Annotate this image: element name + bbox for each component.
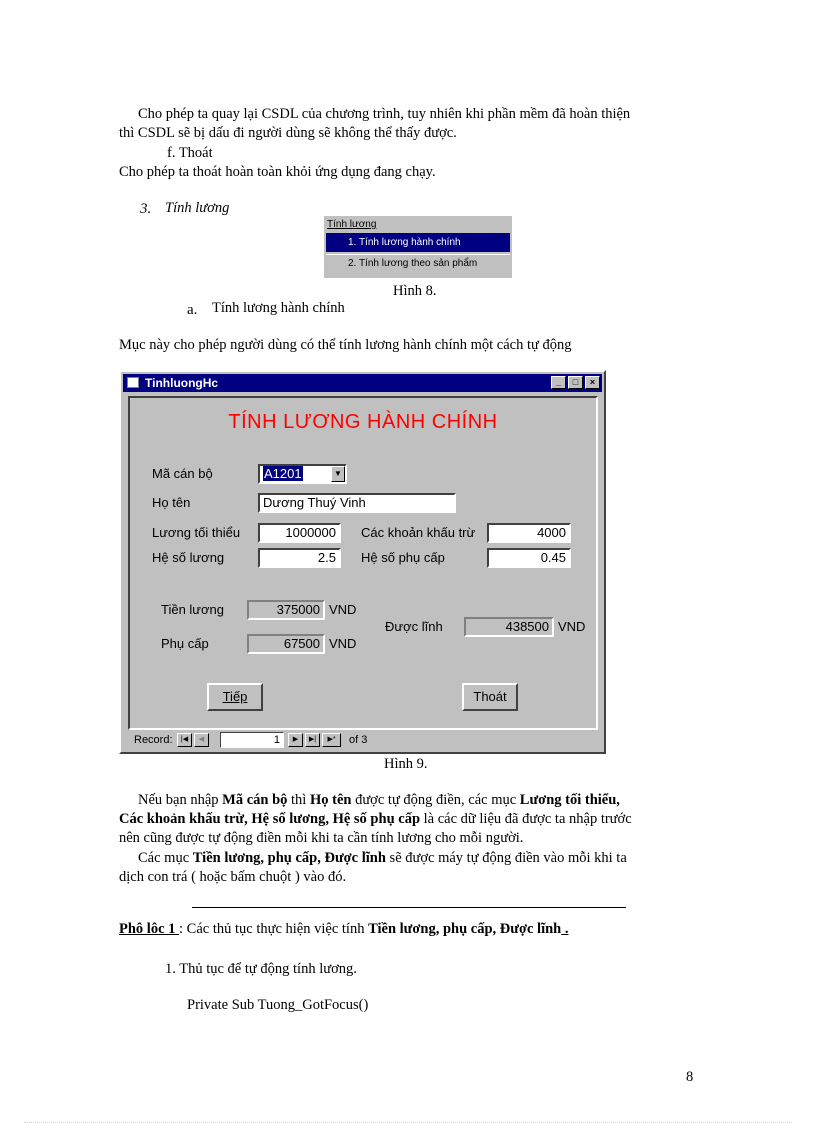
section-number: 3. [140, 201, 152, 217]
text-run-bold: Mã cán bộ [222, 792, 288, 808]
menu-item-hanh-chinh[interactable]: 1. Tính lương hành chính [326, 233, 510, 252]
close-icon[interactable]: × [585, 376, 600, 389]
text-run: là các dữ liệu đã được ta nhập trước [420, 811, 632, 827]
he-so-phu-cap-label: Hệ số phụ cấp [361, 550, 445, 565]
last-record-icon[interactable]: ▶| [305, 733, 320, 747]
duoc-linh-field[interactable]: 438500 [464, 617, 554, 637]
text-run-bold: . [561, 921, 569, 937]
text-run-bold: , [616, 792, 620, 808]
subheading-f: f. Thoát [167, 145, 213, 161]
text-run-bold: Họ tên [309, 792, 352, 808]
he-so-phu-cap-field[interactable]: 0.45 [487, 548, 571, 568]
text-run-bold: Các khoản khấu trừ [119, 811, 245, 827]
tien-luong-label: Tiền lương [161, 602, 224, 617]
ma-can-bo-combo[interactable] [258, 464, 347, 484]
record-navigator [128, 732, 598, 748]
tien-luong-unit: VND [329, 602, 357, 617]
record-label: Record: [134, 734, 173, 746]
subsection-letter: a. [187, 302, 198, 318]
figure-caption: Hình 8. [393, 283, 437, 299]
form-body [128, 396, 598, 730]
paragraph-line: Mục này cho phép người dùng có thể tính lương hành chính một cách tự động [119, 337, 572, 353]
menu-item-san-pham[interactable]: 2. Tính lương theo sản phẩm [326, 254, 510, 273]
record-number-input[interactable]: 1 [220, 732, 284, 748]
text-run: Nếu bạn nhập [138, 792, 223, 808]
first-record-icon[interactable]: |◀ [177, 733, 192, 747]
text-run-bold: , [244, 811, 252, 827]
paragraph-line: dịch con trá ( hoặc bấm chuột ) vào đó. [119, 869, 347, 885]
tiep-button[interactable] [207, 683, 263, 711]
text-run: được tự động điền, các mục [351, 792, 520, 808]
appendix-heading [119, 921, 568, 938]
ma-can-bo-label: Mã cán bộ [152, 466, 213, 481]
window-title: TinhluongHc [145, 376, 219, 390]
maximize-icon[interactable]: □ [568, 376, 583, 389]
next-record-icon[interactable]: ▶ [288, 733, 303, 747]
paragraph-line [138, 792, 620, 809]
thoat-button-label: Thoát [473, 689, 507, 704]
appendix-label: Phô lôc 1 [119, 921, 180, 937]
paragraph-line: Cho phép ta quay lại CSDL của chương trình, tuy nhiên khi phần mềm đã hoàn thiện [138, 106, 631, 122]
subsection-title: Tính lương hành chính [212, 300, 345, 316]
menu-bar-tinh-luong[interactable]: Tính lương [327, 219, 377, 230]
luong-toi-thieu-field[interactable]: 1000000 [258, 523, 341, 543]
text-run-bold: Tiền lương, phụ cấp, Được lĩnh [368, 921, 562, 937]
form-heading: TÍNH LƯƠNG HÀNH CHÍNH [228, 411, 498, 433]
section-title: Tính lương [165, 200, 230, 216]
phu-cap-label: Phụ cấp [161, 636, 209, 651]
text-run: thì [287, 792, 310, 808]
menu-figure [324, 216, 512, 278]
phu-cap-unit: VND [329, 636, 357, 651]
duoc-linh-label: Được lĩnh [385, 619, 443, 634]
paragraph-line [138, 850, 627, 867]
text-run: sẽ được máy tự động điền vào mỗi khi ta [385, 850, 627, 866]
text-run: Các mục [138, 850, 193, 866]
luong-toi-thieu-label: Lương tối thiểu [152, 525, 241, 540]
title-bar [123, 374, 602, 392]
chevron-down-icon[interactable]: ▼ [331, 466, 345, 482]
form-icon [127, 377, 139, 388]
paragraph-line: nên cũng được tự động điền mỗi khi ta cần tính lương cho mỗi người. [119, 830, 524, 846]
text-run-bold: , [325, 811, 333, 827]
record-count: of 3 [349, 734, 368, 746]
minimize-icon[interactable]: _ [551, 376, 566, 389]
tien-luong-field[interactable]: 375000 [247, 600, 325, 620]
ho-ten-label: Họ tên [152, 495, 191, 510]
paragraph-line: thì CSDL sẽ bị dấu đi người dùng sẽ không thể thấy được. [119, 125, 457, 141]
text-run-bold: Lương tối thiểu [519, 792, 617, 808]
paragraph-line [119, 811, 632, 828]
new-record-icon[interactable]: ▶* [322, 733, 341, 747]
tiep-button-label: Tiếp [222, 689, 248, 704]
he-so-luong-field[interactable]: 2.5 [258, 548, 341, 568]
horizontal-rule [192, 907, 626, 908]
ma-can-bo-value: A1201 [264, 466, 302, 481]
figure-caption: Hình 9. [384, 756, 428, 772]
text-run-bold: Tiền lương, phụ cấp, Được lĩnh [192, 850, 386, 866]
code-line: Private Sub Tuong_GotFocus() [187, 997, 369, 1013]
thoat-button[interactable] [462, 683, 518, 711]
paragraph-line: Cho phép ta thoát hoàn toàn khỏi ứng dụng đang chạy. [119, 164, 436, 180]
text-run-bold: Hệ số lương [251, 811, 326, 827]
page-number: 8 [686, 1069, 694, 1085]
khau-tru-label: Các khoản khấu trừ [361, 525, 476, 540]
duoc-linh-unit: VND [558, 619, 586, 634]
prev-record-icon[interactable]: ◀ [194, 733, 209, 747]
form-window [119, 370, 606, 754]
khau-tru-field[interactable]: 4000 [487, 523, 571, 543]
list-item: 1. Thủ tục để tự động tính lương. [165, 961, 357, 977]
he-so-luong-label: Hệ số lương [152, 550, 225, 565]
text-run-bold: Hệ số phụ cấp [332, 811, 421, 827]
text-run: : Các thủ tục thực hiện việc tính [179, 921, 369, 937]
ho-ten-field[interactable]: Dương Thuý Vinh [258, 493, 456, 513]
phu-cap-field[interactable]: 67500 [247, 634, 325, 654]
